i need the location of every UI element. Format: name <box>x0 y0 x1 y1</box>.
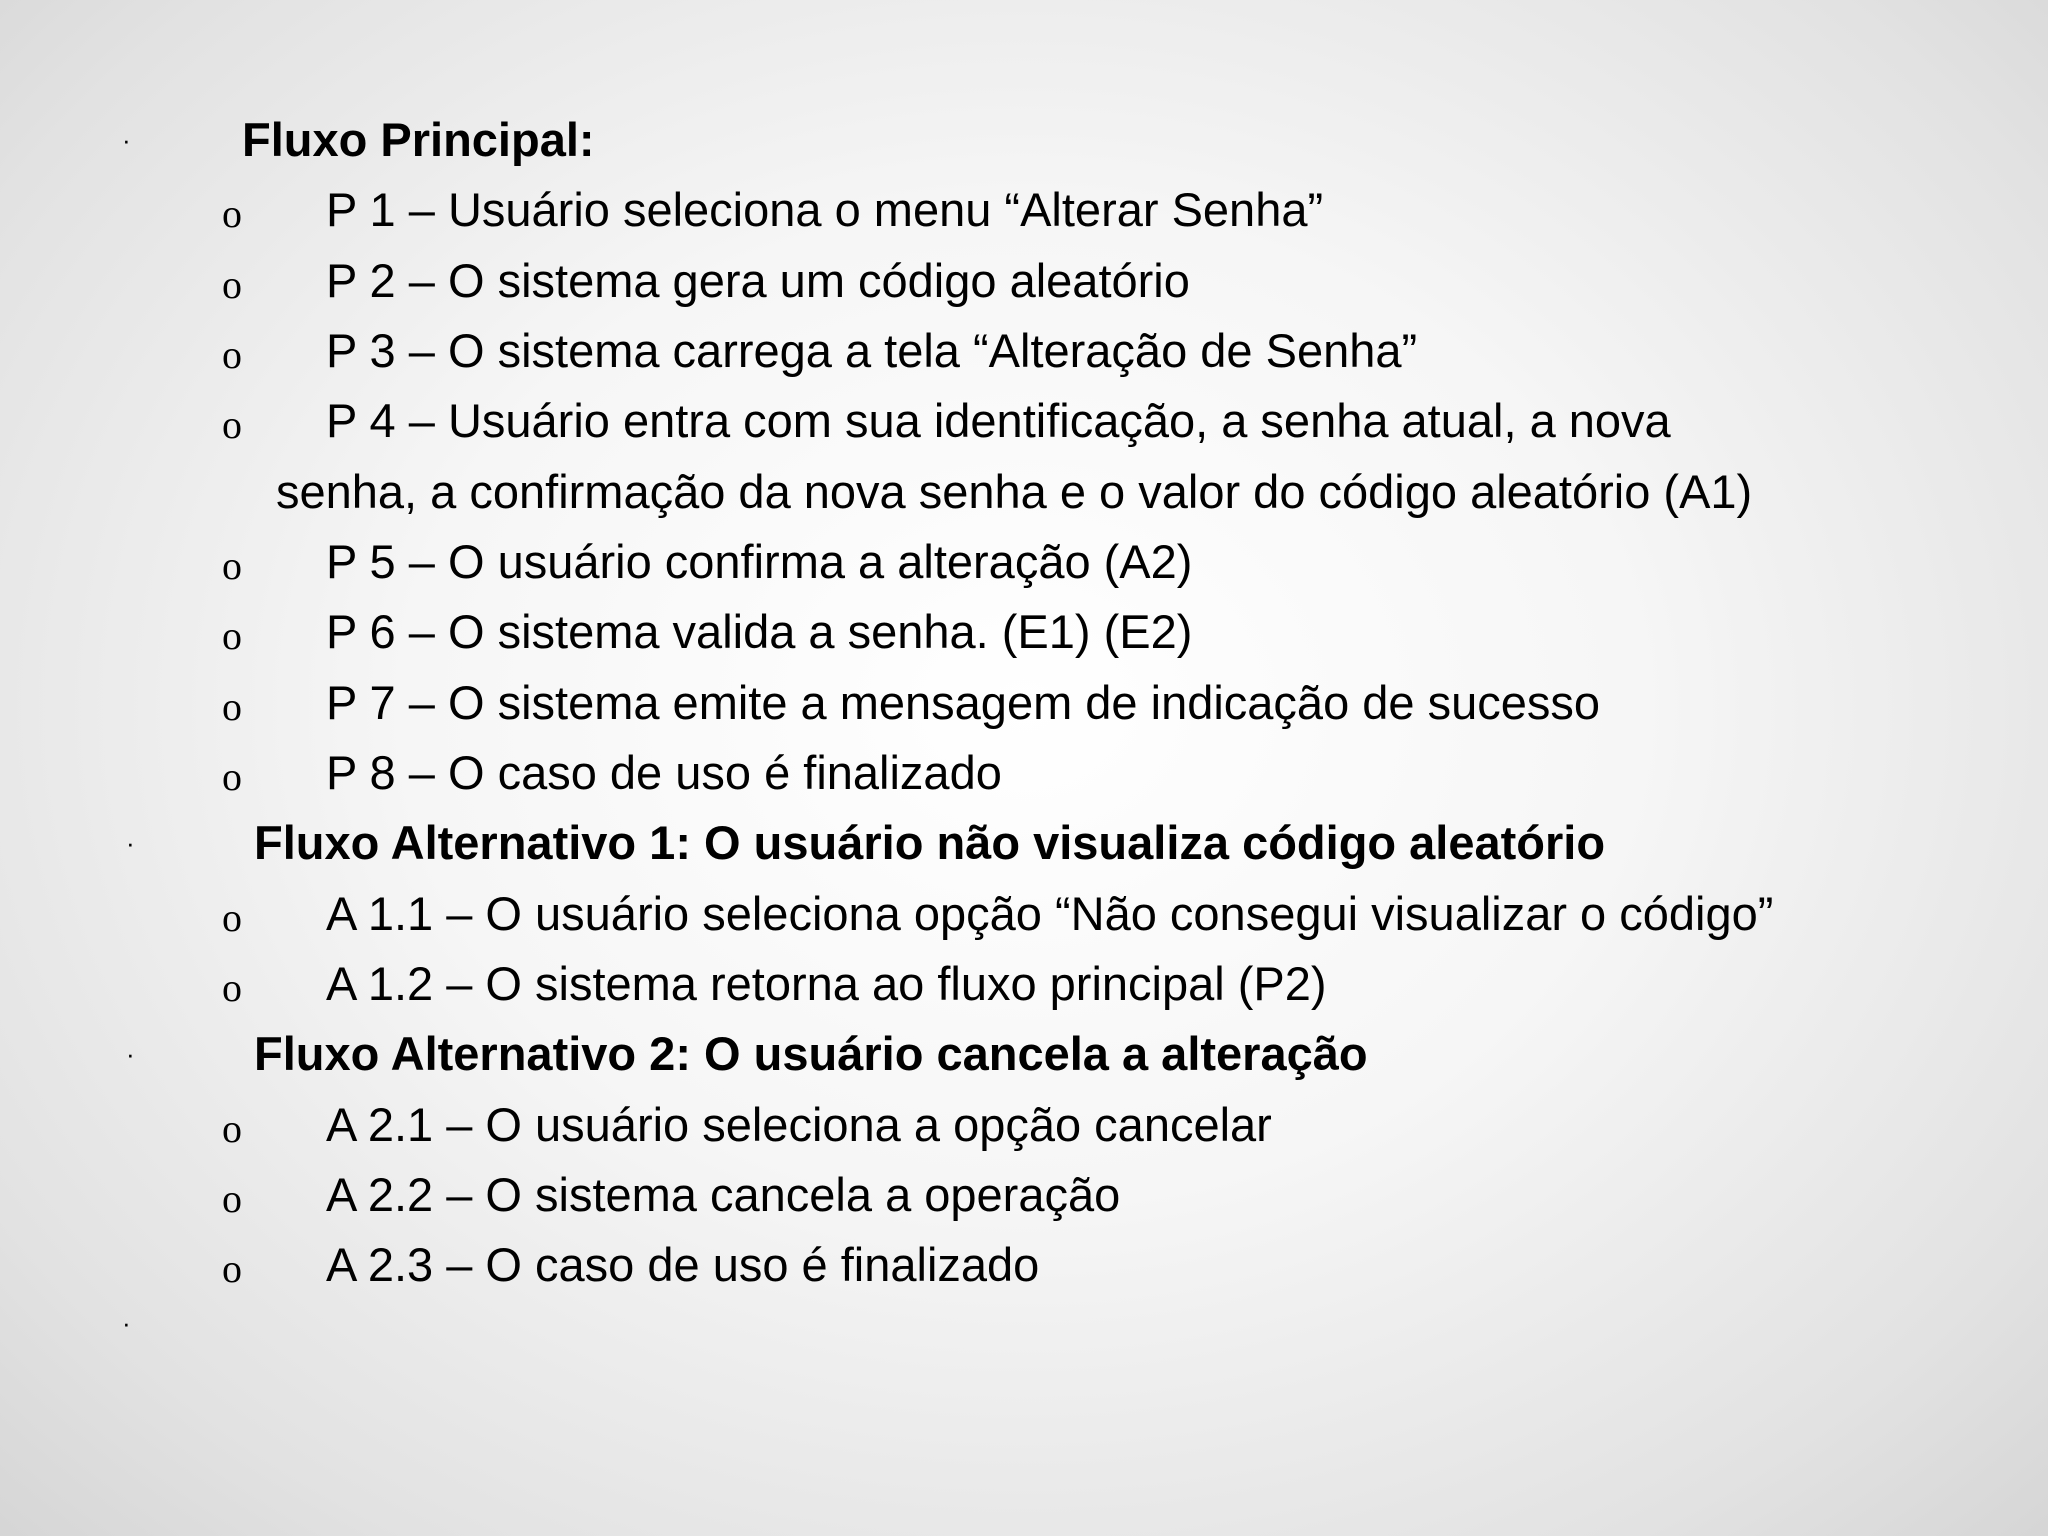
bullet-circle: o <box>222 543 242 588</box>
list-item-text: P 8 – O caso de uso é finalizado <box>326 746 1002 799</box>
list-item-continuation-text: senha, a confirmação da nova senha e o valor do código aleatório (A1) <box>276 465 1753 518</box>
list-item <box>0 316 2048 386</box>
bullet-circle: o <box>222 1106 242 1151</box>
bullet-dot: · <box>122 1308 131 1338</box>
section-heading-main-flow <box>0 105 2048 175</box>
section-title: Fluxo Alternativo 1: O usuário não visualiza código aleatório <box>254 816 1606 869</box>
bullet-circle: o <box>222 332 242 377</box>
list-item <box>0 246 2048 316</box>
list-item <box>0 386 2048 456</box>
list-item-text: P 1 – Usuário seleciona o menu “Alterar Senha” <box>326 183 1324 236</box>
bullet-dot: · <box>126 1039 135 1069</box>
list-item <box>0 738 2048 808</box>
bullet-circle: o <box>222 754 242 799</box>
bullet-circle: o <box>222 1246 242 1291</box>
list-item <box>0 1090 2048 1160</box>
empty-bullet-line <box>0 1288 2048 1358</box>
list-item-text: P 4 – Usuário entra com sua identificação, a senha atual, a nova <box>326 394 1671 447</box>
list-item <box>0 879 2048 949</box>
section-heading-alt-flow-2 <box>0 1019 2048 1089</box>
list-item-text: P 5 – O usuário confirma a alteração (A2) <box>326 535 1193 588</box>
bullet-circle: o <box>222 402 242 447</box>
list-item-text: P 3 – O sistema carrega a tela “Alteração de Senha” <box>326 324 1418 377</box>
list-item <box>0 949 2048 1019</box>
list-item-text: P 2 – O sistema gera um código aleatório <box>326 254 1190 307</box>
bullet-dot: · <box>122 125 131 155</box>
bullet-circle: o <box>222 895 242 940</box>
list-item-text: A 2.1 – O usuário seleciona a opção cancelar <box>326 1098 1272 1151</box>
section-heading-alt-flow-1 <box>0 808 2048 878</box>
list-item <box>0 597 2048 667</box>
bullet-circle: o <box>222 262 242 307</box>
list-item-text: P 7 – O sistema emite a mensagem de indicação de sucesso <box>326 676 1601 729</box>
list-item-text: A 2.2 – O sistema cancela a operação <box>326 1168 1121 1221</box>
bullet-circle: o <box>222 191 242 236</box>
section-title: Fluxo Alternativo 2: O usuário cancela a alteração <box>254 1027 1368 1080</box>
bullet-circle: o <box>222 613 242 658</box>
list-item <box>0 668 2048 738</box>
list-item-text: P 6 – O sistema valida a senha. (E1) (E2) <box>326 605 1193 658</box>
bullet-dot: · <box>126 828 135 858</box>
bullet-circle: o <box>222 1176 242 1221</box>
list-item-continuation <box>0 457 2048 527</box>
list-item <box>0 1160 2048 1230</box>
list-item-text: A 1.2 – O sistema retorna ao fluxo principal (P2) <box>326 957 1327 1010</box>
list-item <box>0 527 2048 597</box>
bullet-circle: o <box>222 965 242 1010</box>
bullet-circle: o <box>222 684 242 729</box>
list-item-text: A 2.3 – O caso de uso é finalizado <box>326 1238 1040 1291</box>
section-title: Fluxo Principal: <box>242 113 595 166</box>
list-item <box>0 175 2048 245</box>
list-item-text: A 1.1 – O usuário seleciona opção “Não consegui visualizar o código” <box>326 887 1774 940</box>
